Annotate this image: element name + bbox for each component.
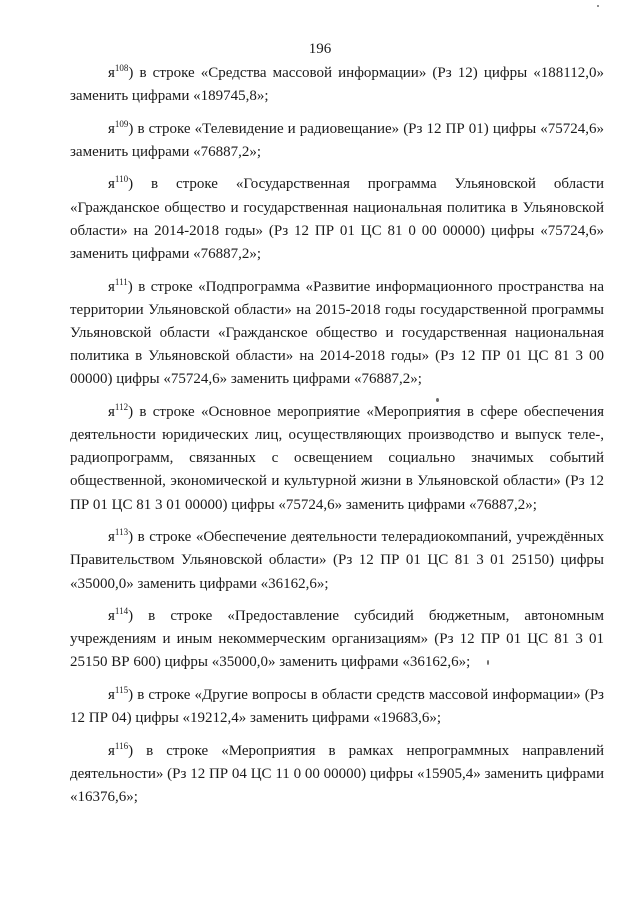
- paragraph-text: ) в строке «Предоставление субсидий бюджетным, автономным учреждениям и иным некоммерческим организациям» (Рз 12 ПР 01 ЦС 81 3 01 25150 ВР 600) цифры «35000,0» заменить цифрами «36162,6»;: [70, 608, 604, 671]
- item-number: 116: [114, 740, 129, 751]
- paragraph-text: ) в строке «Мероприятия в рамках непрограммных направлений деятельности» (Рз 12 ПР 04 ЦС 11 0 00 00000) цифры «15905,4» заменить цифрами «16376,6»;: [70, 742, 604, 806]
- item-marker: я: [108, 278, 115, 295]
- document-body: [70, 62, 604, 819]
- item-marker: я: [108, 120, 115, 137]
- scan-speck: [487, 660, 489, 665]
- page-number: 196: [308, 41, 332, 57]
- paragraph-item-110: [70, 173, 604, 266]
- paragraph-text: ) в строке «Другие вопросы в области средств массовой информации» (Рз 12 ПР 04) цифры «19212,4» заменить цифрами «19683,6»;: [70, 686, 604, 727]
- scan-speck: [597, 5, 599, 7]
- paragraph-text: ) в строке «Основное мероприятие «Мероприятия в сфере обеспечения деятельности юридических лиц, осуществляющих производство и выпуск теле-, радиопрограмм, связанных с освещением социально значимых событий общественной, экономической и культурной жизни в Ульяновской области» (Рз 12 ПР 01 ЦС 81 3 01 00000) цифры «75724,6» заменить цифрами «76887,2»;: [70, 403, 604, 513]
- paragraph-item-114: [70, 605, 604, 675]
- item-marker: я: [108, 686, 115, 703]
- scan-speck: [436, 398, 439, 402]
- item-marker: я: [108, 403, 115, 420]
- item-number: 110: [114, 174, 129, 185]
- item-number: 115: [114, 684, 129, 695]
- paragraph-item-112: [70, 401, 604, 517]
- paragraph-text: ) в строке «Обеспечение деятельности телерадиокомпаний, учреждённых Правительством Ульяновской области» (Рз 12 ПР 01 ЦС 81 3 01 25150) цифры «35000,0» заменить цифрами «36162,6»;: [70, 529, 604, 592]
- item-number: 111: [114, 276, 128, 287]
- item-number: 112: [114, 401, 129, 412]
- item-number: 114: [114, 606, 129, 617]
- paragraph-text: ) в строке «Подпрограмма «Развитие информационного пространства на территории Ульяновской области» на 2015-2018 годы государственной программы Ульяновской области «Гражданское общество и государственная национальная политика в Ульяновской области» на 2014-2018 годы» (Рз 12 ПР 01 ЦС 81 3 00 00000) цифры «75724,6» заменить цифрами «76887,2»;: [70, 278, 604, 388]
- paragraph-item-111: [70, 276, 604, 392]
- item-number: 108: [114, 63, 129, 73]
- paragraph-text: ) в строке «Телевидение и радиовещание» (Рз 12 ПР 01) цифры «75724,6» заменить цифрами «76887,2»;: [70, 120, 604, 160]
- item-number: 109: [114, 118, 129, 129]
- item-marker: я: [108, 608, 115, 625]
- item-number: 113: [114, 527, 129, 538]
- paragraph-item-113: [70, 526, 604, 596]
- item-marker: я: [108, 742, 115, 759]
- item-marker: я: [108, 529, 115, 546]
- paragraph-text: ) в строке «Государственная программа Ульяновской области «Гражданское общество и государственная национальная политика в Ульяновской области» на 2014-2018 годы» (Рз 12 ПР 01 ЦС 81 0 00 00000) цифры «75724,6» заменить цифрами «76887,2»;: [70, 176, 604, 263]
- item-marker: я: [108, 65, 115, 81]
- paragraph-item-115: [70, 684, 604, 730]
- paragraph-item-116: [70, 740, 604, 810]
- paragraph-text: ) в строке «Средства массовой информации» (Рз 12) цифры «188112,0» заменить цифрами «189745,8»;: [70, 65, 604, 105]
- item-marker: я: [108, 176, 115, 193]
- paragraph-item-109: [70, 118, 604, 164]
- paragraph-item-108: [70, 62, 604, 108]
